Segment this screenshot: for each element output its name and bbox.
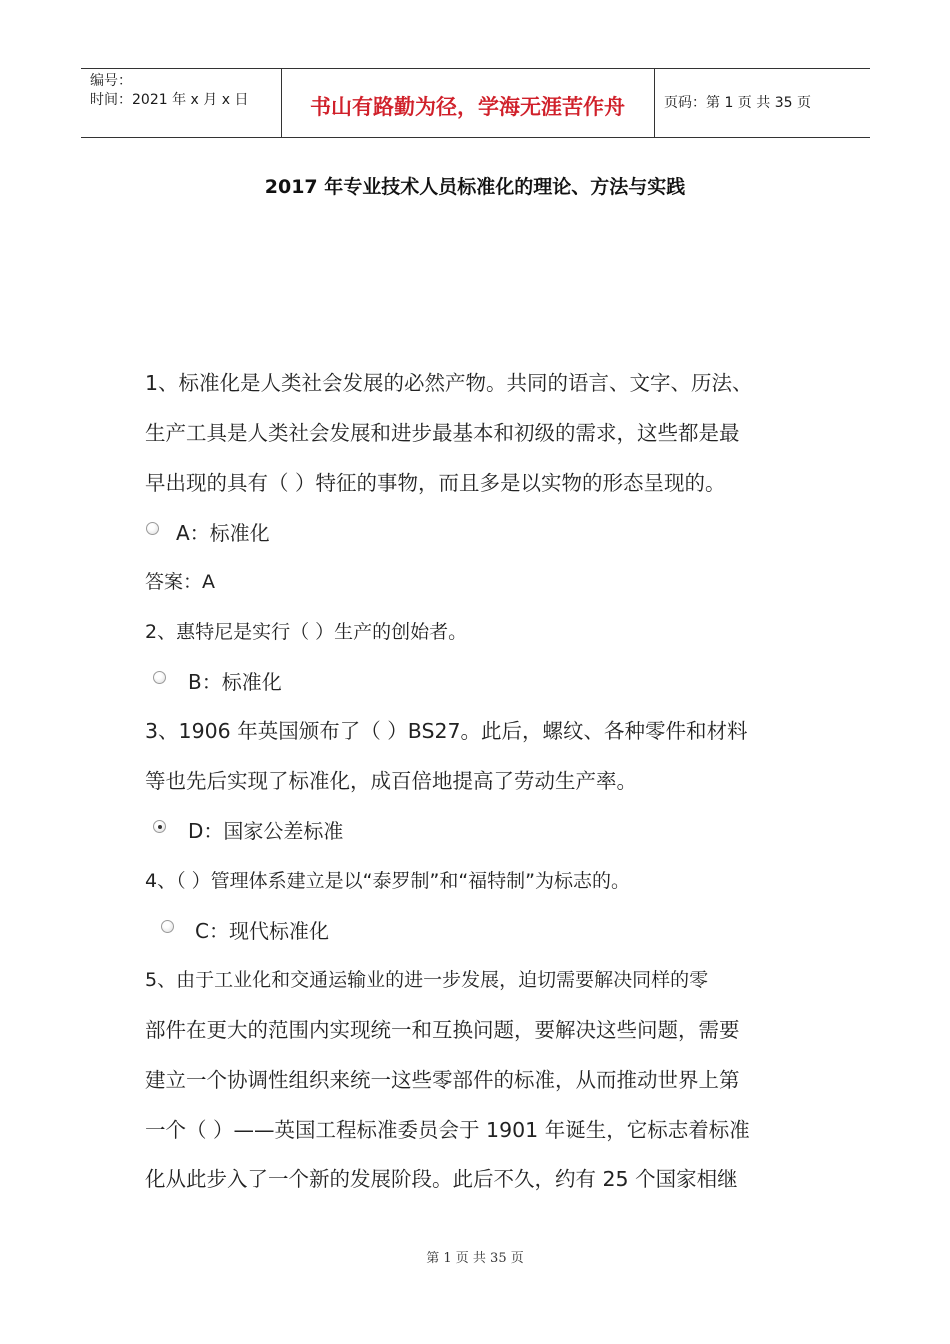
q5-line-3: 建立一个协调性组织来统一这些零部件的标准，从而推动世界上第	[145, 1068, 740, 1092]
document-date-label: 时间：2021 年 x 月 x 日	[90, 92, 249, 108]
q5-line-5: 化从此步入了一个新的发展阶段。此后不久，约有 25 个国家相继	[145, 1167, 738, 1191]
q4-line: 4、（ ）管理体系建立是以“泰罗制”和“福特制”为标志的。	[145, 870, 631, 892]
q2-option-radio[interactable]	[153, 671, 166, 684]
q1-line-2: 生产工具是人类社会发展和进步最基本和初级的需求，这些都是最	[145, 421, 740, 445]
q3-option-label: D：国家公差标准	[188, 819, 344, 843]
q5-line-2: 部件在更大的范围内实现统一和互换问题，要解决这些问题，需要	[145, 1018, 740, 1042]
header-motto-cell	[281, 69, 655, 137]
q1-option-radio[interactable]	[146, 522, 159, 535]
q4-option-label: C：现代标准化	[195, 919, 329, 943]
q5-line-1: 5、由于工业化和交通运输业的进一步发展，迫切需要解决同样的零	[145, 969, 709, 991]
q2-line: 2、惠特尼是实行（ ）生产的创始者。	[145, 621, 468, 643]
header-meta-cell	[81, 69, 282, 137]
header-page-cell	[654, 69, 870, 137]
q3-line-1: 3、1906 年英国颁布了（ ）BS27。此后，螺纹、各种零件和材料	[145, 719, 748, 743]
q1-option-label: A：标准化	[176, 521, 270, 545]
q4-option-radio[interactable]	[161, 920, 174, 933]
q1-line-3: 早出现的具有（ ）特征的事物，而且多是以实物的形态呈现的。	[145, 471, 726, 495]
q3-option-radio[interactable]	[153, 820, 166, 833]
q1-answer: 答案：A	[145, 571, 215, 593]
q5-line-4: 一个（ ）——英国工程标准委员会于 1901 年诞生，它标志着标准	[145, 1118, 750, 1142]
page-footer: 第 1 页 共 35 页	[426, 1251, 524, 1266]
q3-line-2: 等也先后实现了标准化，成百倍地提高了劳动生产率。	[145, 769, 637, 793]
document-title: 2017 年专业技术人员标准化的理论、方法与实践	[264, 176, 686, 198]
header-page-info: 页码：第 1 页 共 35 页	[664, 95, 811, 111]
document-number-label: 编号：	[90, 73, 132, 89]
header-motto: 书山有路勤为径，学海无涯苦作舟	[310, 95, 625, 119]
q2-option-label: B：标准化	[188, 670, 282, 694]
q1-line-1: 1、标准化是人类社会发展的必然产物。共同的语言、文字、历法、	[145, 371, 753, 395]
page-header	[81, 68, 870, 138]
